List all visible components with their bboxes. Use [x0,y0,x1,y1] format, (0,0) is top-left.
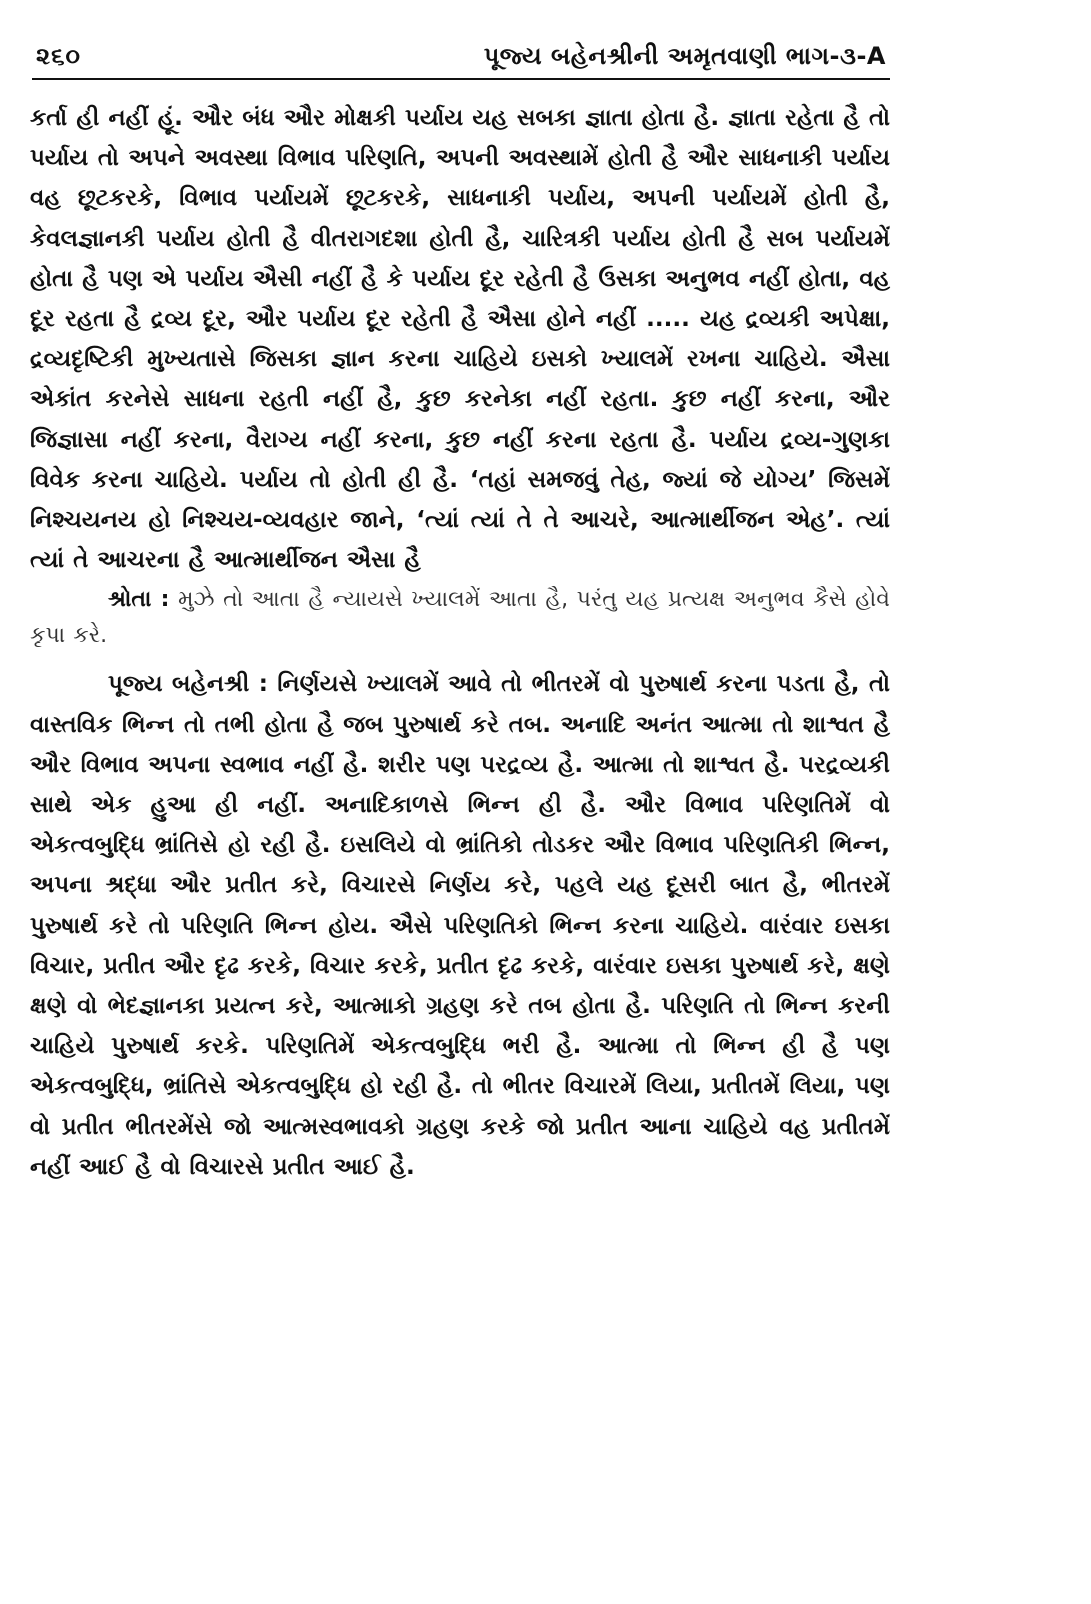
answer-text: નિર્ણયસે ખ્યાલમેં આવે તો ભીતરમેં વો પુરુષાર્થ કરના પડતા હૈ, તો વાસ્તવિક ભિન્ન તો તભી હોતા હૈ જબ પુરુષાર્થ કરે તબ. અનાદિ અનંત આત્મા તો શાશ્વત હૈ ઔર વિભાવ અપના સ્વભાવ નહીં હૈ. શરીર પણ પરદ્રવ્ય હૈ. આત્મા તો શાશ્વત હૈ. પરદ્રવ્યકી સાથે એક હુઆ હી નહીં. અનાદિકાળસે ભિન્ન હી હૈ. ઔર વિભાવ પરિણતિમેં વો એકત્વબુદ્ધિ ભ્રાંતિસે હો રહી હૈ. ઇસલિયે વો ભ્રાંતિકો તોડકર ઔર વિભાવ પરિણતિકી ભિન્ન, અપના શ્રદ્ધા ઔર પ્રતીત કરે, વિચારસે નિર્ણય કરે, પહલે યહ દૂસરી બાત હૈ, ભીતરમેં પુરુષાર્થ કરે તો પરિણતિ ભિન્ન હોય. ઐસે પરિણતિકો ભિન્ન કરના ચાહિયે. વારંવાર ઇસકા વિચાર, પ્રતીત ઔર દૃઢ કરકે, વિચાર કરકે, પ્રતીત દૃઢ કરકે, વારંવાર ઇસકા પુરુષાર્થ કરે, ક્ષણે ક્ષણે વો ભેદજ્ઞાનકા પ્રયત્ન કરે, આત્માકો ગ્રહણ કરે તબ હોતા હૈ. પરિણતિ તો ભિન્ન કરની ચાહિયે પુરુષાર્થ કરકે. પરિણતિમેં એકત્વબુદ્ધિ ભરી હૈ. આત્મા તો ભિન્ન હી હૈ પણ એકત્વબુદ્ધિ, ભ્રાંતિસે એકત્વબુદ્ધિ હો રહી હૈ. તો ભીતર વિચારમેં લિયા, પ્રતીતમેં લિયા, પણ વો પ્રતીત ભીતરમેંસે જો આત્મસ્વભાવકો ગ્રહણ કરકે જો પ્રતીત આના ચાહિયે વહ પ્રતીતમેં નહીં આઈ હૈ વો વિચારસે પ્રતીત આઈ હૈ. [30,671,890,1180]
speaker-label: પૂજ્ય બહેનશ્રી : [108,671,268,698]
answer-paragraph [30,664,890,1187]
paragraph-continued: કર્તા હી નહીં હૂં. ઔર બંધ ઔર મોક્ષકી પર્યાય યહ સબકા જ્ઞાતા હોતા હૈ. જ્ઞાતા રહેતા હૈ તો પર્યાય તો અપને અવસ્થા વિભાવ પરિણતિ, અપની અવસ્થામેં હોતી હૈ ઔર સાધનાકી પર્યાય વહ છૂટકરકે, વિભાવ પર્યાયમેં છૂટકરકે, સાધનાકી પર્યાય, અપની પર્યાયમેં હોતી હૈ, કેવલજ્ઞાનકી પર્યાય હોતી હૈ વીતરાગદશા હોતી હૈ, ચારિત્રકી પર્યાય હોતી હૈ સબ પર્યાયમેં હોતા હૈ પણ એ પર્યાય ઐસી નહીં હૈ કે પર્યાય દૂર રહેતી હૈ ઉસકા અનુભવ નહીં હોતા, વહ દૂર રહતા હૈ દ્રવ્ય દૂર, ઔર પર્યાય દૂર રહેતી હૈ ઐસા હોને નહીં ..... યહ દ્રવ્યકી અપેક્ષા, દ્રવ્યદૃષ્ટિકી મુખ્યતાસે જિસકા જ્ઞાન કરના ચાહિયે ઇસકો ખ્યાલમેં રખના ચાહિયે. ઐસા એકાંત કરનેસે સાધના રહતી નહીં હૈ, કુછ કરનેકા નહીં રહતા. કુછ નહીં કરના, ઔર જિજ્ઞાસા નહીં કરના, વૈરાગ્ય નહીં કરના, કુછ નહીં કરના રહતા હૈ. પર્યાય દ્રવ્ય-ગુણકા વિવેક કરના ચાહિયે. પર્યાય તો હોતી હી હૈ. ‘તહાં સમજવું તેહ, જ્યાં જે યોગ્ય’ જિસમેં નિશ્ચયનય હો નિશ્ચય-વ્યવહાર જાને, ‘ત્યાં ત્યાં તે તે આચરે, આત્માર્થીજન એહ’. ત્યાં ત્યાં તે આચરના હૈ આત્માર્થીજન ઐસા હૈ [30,105,890,574]
question-paragraph [30,582,890,654]
page-number: ૨૬૦ [36,42,81,70]
book-page [30,40,890,1187]
questioner-label: શ્રોતા : [108,587,170,613]
running-title: પૂજ્ય બહેનશ્રીની અમૃતવાણી ભાગ-૩-A [483,42,886,70]
page-header [32,40,890,80]
page-body [30,98,890,1187]
question-text: મુઝે તો આતા હૈ ન્યાયસે ખ્યાલમેં આતા હૈ, પરંતુ યહ પ્રત્યક્ષ અનુભવ કૈસે હોવે કૃપા કરે. [30,587,890,649]
